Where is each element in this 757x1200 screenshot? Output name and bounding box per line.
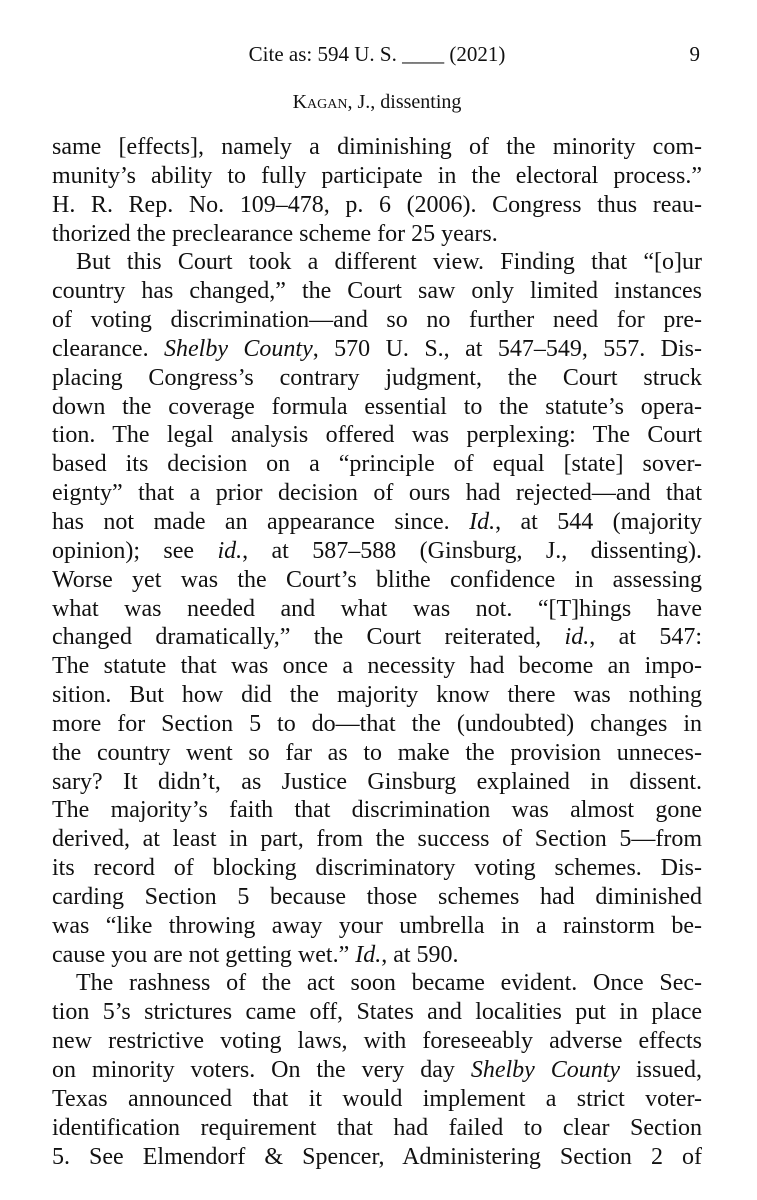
page-number: 9 <box>689 42 700 66</box>
text-line: down the coverage formula essential to the statute’s opera- <box>52 393 702 420</box>
text-line: But this Court took a different view. Finding that “[o]ur <box>76 249 702 276</box>
text-line: same [effects], namely a diminishing of the minority com- <box>52 134 702 160</box>
text-line: munity’s ability to fully participate in the electoral process.” <box>52 162 702 189</box>
text-line: 5. See Elmendorf & Spencer, Administering Section 2 of <box>52 1143 702 1170</box>
opinion-author-header <box>52 91 702 114</box>
text-line: eignty” that a prior decision of ours had rejected—and that <box>52 480 702 507</box>
text-line: country has changed,” the Court saw only limited instances <box>52 278 702 305</box>
paragraph-3 <box>52 969 702 1171</box>
text-line: more for Section 5 to do—that the (undoubted) changes in <box>52 710 702 737</box>
text-line: based its decision on a “principle of equal [state] sover- <box>52 451 702 478</box>
text-line: The majority’s faith that discrimination was almost gone <box>52 797 702 824</box>
text-line: The rashness of the act soon became evident. Once Sec- <box>76 970 702 997</box>
text-line: has not made an appearance since. Id., at 544 (majority <box>52 508 702 535</box>
text-line: Worse yet was the Court’s blithe confidence in assessing <box>52 566 702 593</box>
text-line: The statute that was once a necessity had become an impo- <box>52 653 702 680</box>
paragraph-2 <box>52 248 702 969</box>
text-line: new restrictive voting laws, with foreseeably adverse effects <box>52 1028 702 1055</box>
text-line: what was needed and what was not. “[T]hings have <box>52 595 702 622</box>
running-header <box>52 42 702 70</box>
author-suffix: , J., dissenting <box>347 91 462 113</box>
text-line: cause you are not getting wet.” Id., at 590. <box>52 941 459 968</box>
text-line: was “like throwing away your umbrella in a rainstorm be- <box>52 912 702 939</box>
author-name: Kagan <box>292 91 348 113</box>
text-line: on minority voters. On the very day Shelby County issued, <box>52 1057 702 1083</box>
text-line: the country went so far as to make the provision unneces- <box>52 739 702 766</box>
text-line: carding Section 5 because those schemes had diminished <box>52 883 702 910</box>
opinion-body <box>52 133 702 1171</box>
citation-header: Cite as: 594 U. S. ____ (2021) <box>248 42 506 66</box>
text-line: clearance. Shelby County, 570 U. S., at 547–549, 557. Dis- <box>52 335 702 362</box>
text-line: of voting discrimination—and so no further need for pre- <box>52 307 702 334</box>
text-line: Texas announced that it would implement a strict voter- <box>52 1085 702 1112</box>
text-line: opinion); see id., at 587–588 (Ginsburg, J., dissenting). <box>52 537 702 564</box>
text-line: tion 5’s strictures came off, States and localities put in place <box>52 999 702 1026</box>
text-line: sary? It didn’t, as Justice Ginsburg explained in dissent. <box>52 768 702 795</box>
text-line: thorized the preclearance scheme for 25 years. <box>52 220 498 247</box>
text-line: derived, at least in part, from the success of Section 5—from <box>52 826 702 853</box>
text-line: its record of blocking discriminatory voting schemes. Dis- <box>52 855 702 882</box>
text-line: changed dramatically,” the Court reiterated, id., at 547: <box>52 624 702 651</box>
text-line: tion. The legal analysis offered was perplexing: The Court <box>52 422 702 449</box>
text-line: identification requirement that had failed to clear Section <box>52 1114 702 1141</box>
text-line: sition. But how did the majority know there was nothing <box>52 682 702 709</box>
text-line: H. R. Rep. No. 109–478, p. 6 (2006). Congress thus reau- <box>52 191 702 218</box>
text-line: placing Congress’s contrary judgment, the Court struck <box>52 364 702 391</box>
paragraph-1 <box>52 133 702 248</box>
